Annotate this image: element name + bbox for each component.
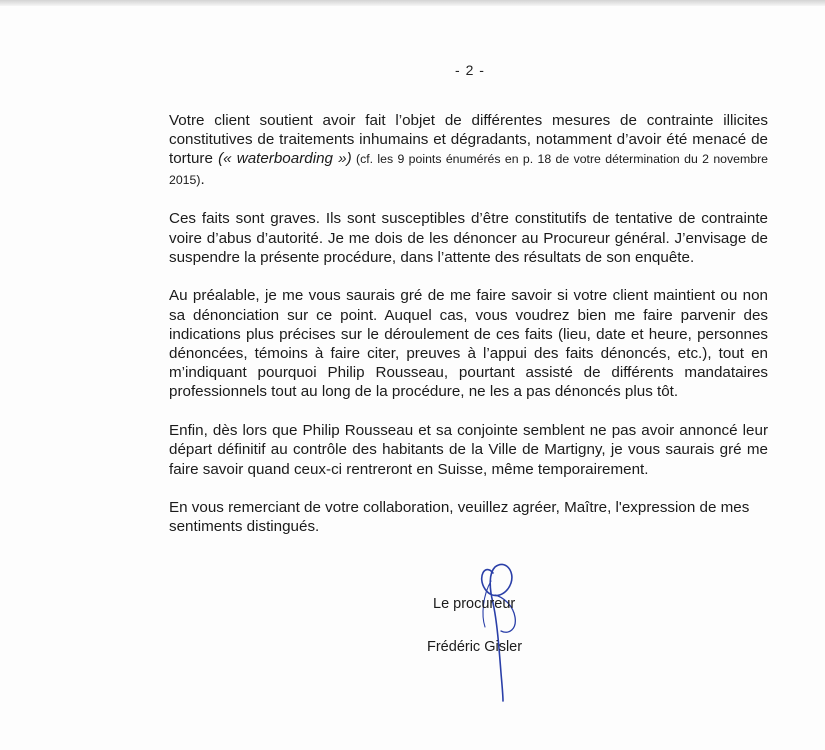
paragraph-closing: En vous remerciant de votre collaboration, veuillez agréer, Maître, l'expression de mes sentiments distingués. (169, 499, 750, 536)
signatory-name: Frédéric Gisler (427, 639, 523, 655)
paragraph-residence: Enfin, dès lors que Philip Rousseau et sa conjointe semblent ne pas avoir annoncé leur départ définitif au contrôle des habitants de la Ville de Martigny, je vous saurais gré me faire savoir quand ceux-ci rentreront en Suisse, même temporairement. (169, 422, 768, 478)
paragraph-allegations-text: Votre client soutient avoir fait l’objet de différentes mesures de contrainte illicites constitutives de traitements inhumains et dégradants, notamment d’avoir été menacé de torture (169, 112, 768, 168)
letter-body (169, 111, 768, 556)
scan-edge (0, 0, 825, 6)
paragraph-request: Au préalable, je me vous saurais gré de me faire savoir si votre client maintient ou non sa dénonciation sur ce point. Auquel cas, vous voudrez bien me faire parvenir des indications plus précises sur le déroulement de ces faits (lieu, date et heure, personnes dénoncées, témoins à faire citer, preuves à l’appui des faits dénoncés, etc.), tout en m’indiquant pourquoi Philip Rousseau, pourtant assisté de différents mandataires professionnels tout au long de la procédure, ne les a pas dénoncés plus tôt. (169, 287, 768, 401)
reference-note: (cf. les 9 points énumérés en p. 18 de votre détermination du 2 novembre 2015) (169, 152, 769, 187)
paragraph-end: . (200, 170, 205, 188)
paragraph-gravity: Ces faits sont graves. Ils sont susceptibles d’être constitutifs de tentative de contrainte voire d’abus d’autorité. Je me dois de les dénoncer au Procureur général. J’envisage de suspendre la présente procédure, dans l’attente des résultats de son enquête. (169, 210, 768, 266)
page-number: - 2 - (455, 62, 485, 78)
signatory-title: Le procureur (433, 596, 516, 612)
paragraph-allegations (169, 111, 768, 190)
handwritten-signature (455, 555, 545, 705)
waterboarding-quote: (« waterboarding ») (218, 150, 352, 168)
